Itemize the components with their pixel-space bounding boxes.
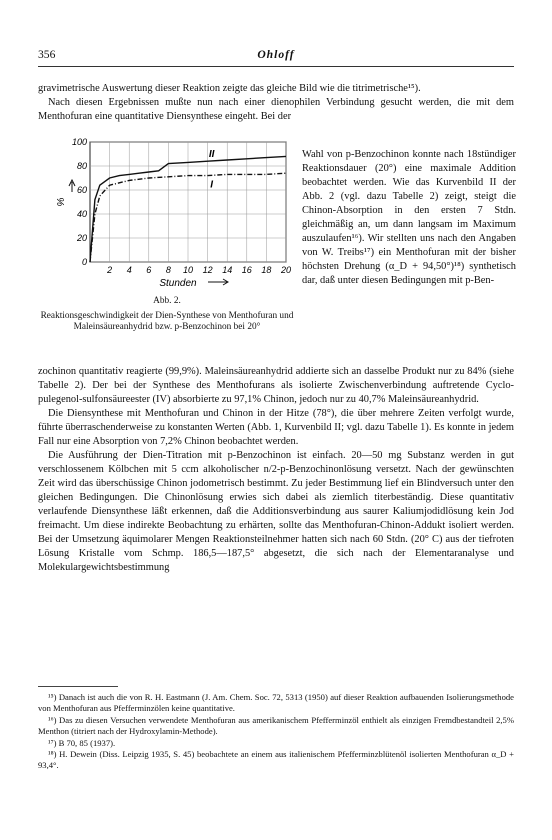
x-tick-label: 4 — [126, 265, 132, 275]
x-axis-label: Stunden — [159, 278, 197, 289]
paragraph-2-intro: Nach diesen Ergebnissen mußte nun nach einer dienophilen Verbindung gesucht werden, die mit dem Menthofuran eine quantitative Diensynthese eingeht. Bei der — [38, 97, 514, 122]
footnote-18: ¹⁸) H. Dewein (Diss. Leipzig 1935, S. 45) beobachtete an einem aus italienischem Pfefferminzblütenöl isolierten Menthofuran α_D + 93,4°. — [38, 749, 514, 771]
footnote-rule — [38, 686, 118, 687]
x-tick-label: 8 — [165, 265, 171, 275]
paragraph-4: Die Ausführung der Dien-Titration mit p-Benzochinon ist einfach. 20—50 mg Substanz werden in gut verschlossenem Kölbchen mit 5 ccm alkoholischer n/2-p-Benzochinonlösung versetzt. Nach der gewünschten Zeit wird das überschüssige Chinon jodometrisch bestimmt. Zu jeder Bestimmung lief ein Blindversuch unter den gleichen Bedingungen. Die Chinonlösung erwies sich dabei als ziemlich titerbeständig. Diese quantitativ verlaufende Diensynthese läßt erkennen, daß die Additionsverbindung aus saurer Kaliumjodidlösung kein Jod freimacht. Um diese indirekte Beobachtung zu erhärten, sollte das Menthofuran-Chinon-Addukt isoliert werden. Bei der Umsetzung äquimolarer Mengen Reaktionsteilnehmer hatten sich nach 60 Stdn. (20° C) aus der tiefroten Lösung Kristalle vom Schmp. 186,5—187,5° abgesetzt, die sich nach der Elementaranalyse und Molekulargewichtsbestimmung — [38, 450, 514, 573]
x-axis-arrow — [208, 279, 228, 285]
chart-grid — [90, 142, 286, 262]
footnote-15: ¹⁵) Danach ist auch die von R. H. Eastmann (J. Am. Chem. Soc. 72, 5313 (1950) auf dieser Reaktion aufbauenden Isolierungsmethode von Menthofuran aus Pfefferminzölen keine quantitative. — [38, 692, 514, 714]
y-tick-label: 60 — [76, 185, 87, 195]
figure-caption-text: Reaktionsgeschwindigkeit der Dien-Synthese von Menthofuran und Maleinsäureanhydrid bzw. p-Benzochinon bei 20° — [40, 310, 294, 332]
x-tick-label: 16 — [241, 265, 252, 275]
text-column-right — [302, 148, 516, 288]
header-rule — [38, 66, 514, 67]
text-block-main — [38, 365, 514, 575]
y-tick-label: 40 — [76, 209, 87, 219]
chart-labels — [56, 137, 291, 289]
series-label-II: II — [208, 149, 215, 161]
y-tick-label: 0 — [81, 257, 87, 267]
paragraph-1: gravimetrische Auswertung dieser Reaktion zeigte das gleiche Bild wie die titrimetrische¹⁵). — [38, 83, 421, 94]
x-tick-label: 2 — [107, 265, 113, 275]
paragraph-3: Die Diensynthese mit Menthofuran und Chinon in der Hitze (78°), die über mehrere Zeiten verfolgt wurde, führte überraschenderweise zu konstanten Werten (Abb. 1, Kurvenbild II; vgl. dazu Tabelle 1). Es konnte in jedem Fall nur eine Absorption von 7,2% Chinon beobachtet werden. — [38, 408, 514, 447]
x-tick-label: 12 — [202, 265, 213, 275]
footnotes — [38, 692, 514, 772]
y-axis-label: % — [56, 197, 67, 207]
text-block-top — [38, 82, 514, 124]
x-tick-label: 14 — [222, 265, 233, 275]
paragraph-2-continued: zochinon quantitativ reagierte (99,9%). Maleinsäureanhydrid addierte sich an dasselbe Produkt nur zu 84% (siehe Tabelle 2). Der bei der Synthese des Menthofurans als isolierte Zwischenverbindung auftretende Cyclo-pulegenol-sulfonsäureester (IV) absorbierte zu 97,1% Chinon, jedoch nur zu 40,7% Maleinsäureanhydrid. — [38, 366, 514, 405]
figure-2-chart — [38, 134, 298, 294]
paragraph-2-right: Wahl von p-Benzochinon konnte nach 18stündiger Reaktionsdauer (20°) eine maximale Addition beobachtet werden. Wie das Kurvenbild II der Abb. 2 (vgl. dazu Tabelle 2) zeigt, steigt die Chinon-Absorption in den ersten 7 Stdn. gleichmäßig an, um dann langsam im Maximum auszulaufen¹⁶). Wir stellten uns nach den Angaben von W. Treibs¹⁷) ein Menthofuran mit der bisher höchsten Drehung (α_D + 94,50°)¹⁸) synthetisch dar, daß unter diesen Bedingungen mit p-Ben- — [302, 149, 516, 286]
running-head-author: Ohloff — [257, 48, 295, 61]
y-axis-arrow — [69, 180, 75, 192]
x-tick-label: 18 — [261, 265, 272, 275]
series-label-I: I — [210, 179, 213, 191]
y-tick-label: 100 — [71, 137, 87, 147]
x-tick-label: 10 — [182, 265, 194, 275]
footnote-17: ¹⁷) B 70, 85 (1937). — [48, 737, 116, 748]
footnote-16: ¹⁶) Das zu diesen Versuchen verwendete Menthofuran aus amerikanischem Pfefferminzöl enthielt als einzigen Fremdbestandteil 2,5% Menthon (titriert nach der Hydroxylamin-Methode). — [38, 714, 514, 737]
y-tick-label: 20 — [76, 233, 87, 243]
x-tick-label: 6 — [146, 265, 152, 275]
y-tick-label: 80 — [76, 161, 87, 171]
figure-caption-label: Abb. 2. — [153, 296, 181, 306]
page-number: 356 — [38, 48, 56, 61]
figure-caption — [38, 296, 296, 334]
page-header — [38, 48, 514, 64]
x-tick-label: 20 — [280, 265, 292, 275]
